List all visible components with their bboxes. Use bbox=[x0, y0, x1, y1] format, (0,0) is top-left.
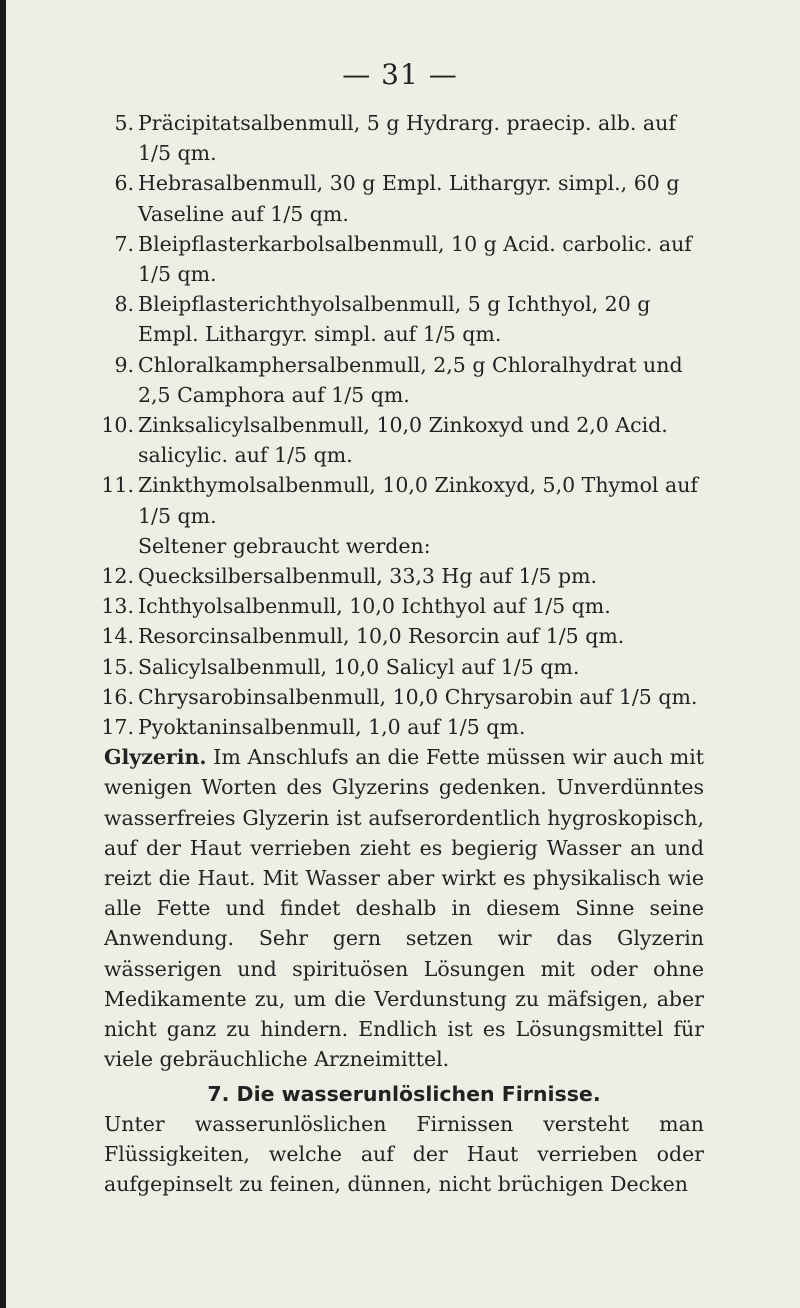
section-paragraph: Unter wasserunlöslichen Firnissen versteht man Flüssigkeiten, welche auf der Haut verrieben oder aufgepinselt zu feinen, dünnen, nicht brüchigen Decken bbox=[104, 1111, 704, 1197]
list-item bbox=[101, 621, 704, 651]
list-item bbox=[104, 168, 704, 228]
item-text: Chrysarobinsalbenmull, 10,0 Chrysarobin auf 1/5 qm. bbox=[138, 684, 698, 709]
item-text: Resorcinsalbenmull, 10,0 Resorcin auf 1/5 qm. bbox=[138, 624, 625, 649]
item-text: Chloralkamphersalbenmull, 2,5 g Chloralhydrat und 2,5 Camphora auf 1/5 qm. bbox=[138, 352, 683, 407]
list-item bbox=[101, 561, 704, 591]
item-number: 14. bbox=[101, 624, 134, 649]
list-item bbox=[104, 229, 704, 289]
list-item bbox=[101, 682, 704, 712]
list-item bbox=[104, 108, 704, 168]
item-number: 17. bbox=[101, 715, 134, 740]
list-item bbox=[104, 289, 704, 349]
item-number: 7. bbox=[114, 231, 134, 256]
item-number: 10. bbox=[101, 413, 134, 438]
item-number: 16. bbox=[101, 684, 134, 709]
item-number: 9. bbox=[114, 352, 134, 377]
item-number: 8. bbox=[114, 292, 134, 317]
list-item bbox=[101, 470, 704, 530]
item-number: 5. bbox=[114, 111, 134, 135]
item-text: Zinkthymolsalbenmull, 10,0 Zinkoxyd, 5,0 Thymol auf 1/5 qm. bbox=[138, 473, 698, 528]
paragraph-lead: Glyzerin. bbox=[104, 745, 207, 770]
section-title: 7. Die wasserunlöslichen Firnisse. bbox=[207, 1081, 601, 1106]
list-item bbox=[101, 652, 704, 682]
item-number: 11. bbox=[101, 473, 134, 498]
item-text: Bleipflasterkarbolsalbenmull, 10 g Acid. carbolic. auf 1/5 qm. bbox=[138, 231, 692, 287]
item-text: Quecksilbersalbenmull, 33,3 Hg auf 1/5 pm. bbox=[138, 564, 598, 589]
item-text: Pyoktaninsalbenmull, 1,0 auf 1/5 qm. bbox=[138, 715, 526, 740]
item-number: 12. bbox=[101, 564, 134, 589]
item-text: Bleipflasterichthyolsalbenmull, 5 g Ichthyol, 20 g Empl. Lithargyr. simpl. auf 1/5 qm. bbox=[138, 292, 651, 347]
item-text: Zinksalicylsalbenmull, 10,0 Zinkoxyd und 2,0 Acid. salicylic. auf 1/5 qm. bbox=[138, 413, 668, 468]
list-item bbox=[104, 350, 704, 410]
glyzerin-paragraph bbox=[104, 742, 704, 1074]
list-item bbox=[101, 410, 704, 470]
list-item bbox=[101, 712, 704, 742]
item-text: Präcipitatsalbenmull, 5 g Hydrarg. praecip. alb. auf 1/5 qm. bbox=[138, 111, 676, 166]
book-spine-edge bbox=[0, 0, 6, 1308]
item-text: Salicylsalbenmull, 10,0 Salicyl auf 1/5 qm. bbox=[138, 654, 580, 679]
item-text: Hebrasalbenmull, 30 g Empl. Lithargyr. simpl., 60 g Vaseline auf 1/5 qm. bbox=[138, 171, 680, 226]
subheading: Seltener gebraucht werden: bbox=[138, 533, 431, 558]
page-number: — 31 — bbox=[342, 58, 458, 91]
item-text: Ichthyolsalbenmull, 10,0 Ichthyol auf 1/5 qm. bbox=[138, 594, 611, 619]
paragraph-text: Im Anschlufs an die Fette müssen wir auch mit wenigen Worten des Glyzerins gedenken. Unverdünntes wasserfreies Glyzerin ist aufserordentlich hygroskopisch, auf der Haut verrieben zieht es begierig Wasser an und reizt die Haut. Mit Wasser aber wirkt es physikalisch wie alle Fette und findet deshalb in diesem Sinne seine Anwendung. Sehr gern setzen wir das Glyzerin wässerigen und spirituösen Lösungen mit oder ohne Medikamente zu, um die Verdunstung zu mäfsigen, aber nicht ganz zu hindern. Endlich ist es Lösungsmittel für viele gebräuchliche Arzneimittel. bbox=[104, 745, 704, 1072]
recipe-list bbox=[101, 108, 704, 531]
item-number: 15. bbox=[101, 654, 134, 679]
list-item bbox=[101, 591, 704, 621]
page-content bbox=[101, 108, 704, 1199]
recipe-list-rare bbox=[101, 561, 704, 742]
item-number: 13. bbox=[101, 594, 134, 619]
item-number: 6. bbox=[114, 171, 134, 196]
